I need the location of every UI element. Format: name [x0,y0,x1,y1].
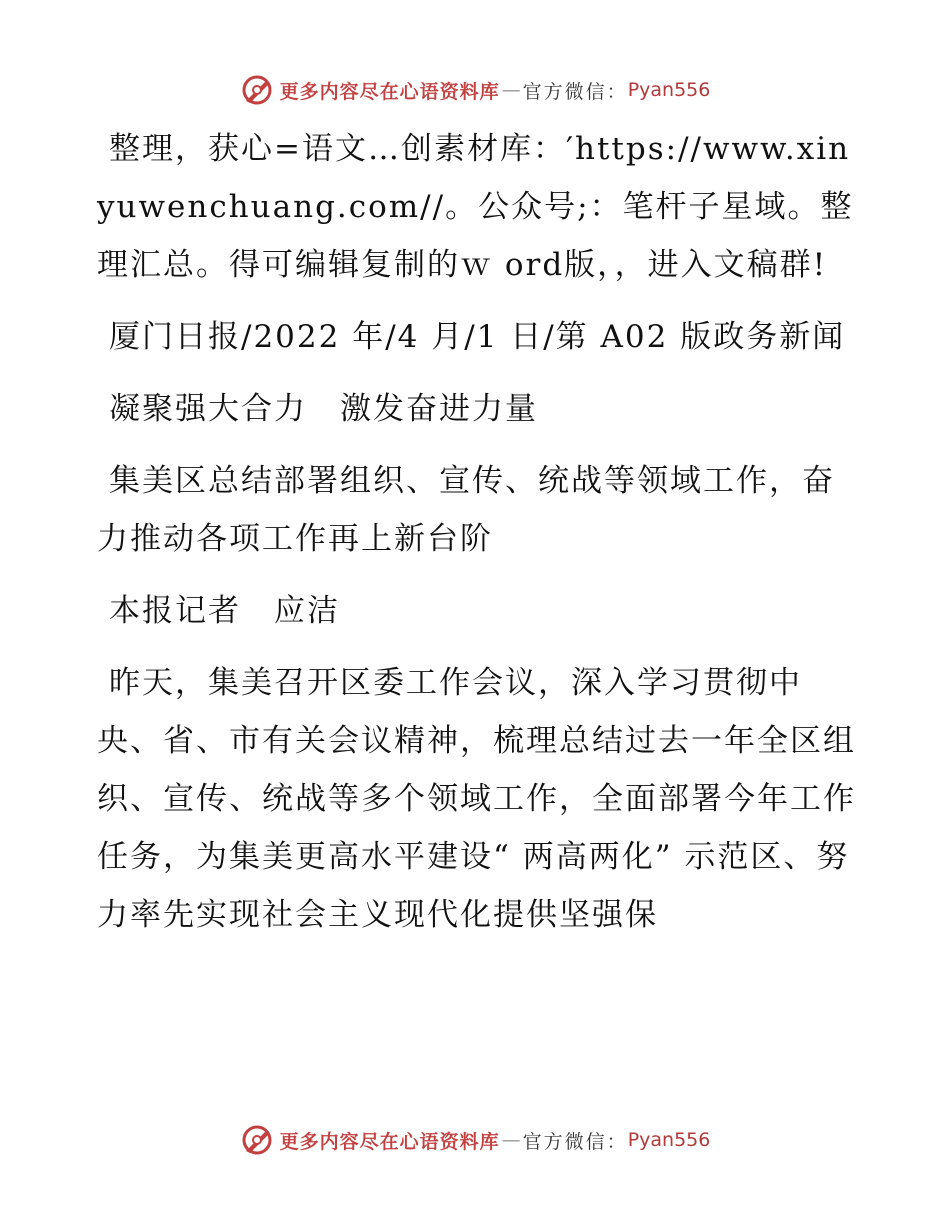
header-watermark-banner [0,70,950,110]
source-line: 厦门日报/2022 年/4 月/1 日/第 A02 版政务新闻 [109,319,846,355]
body-paragraph: 昨天，集美召开区委工作会议，深入学习贯彻中央、省、市有关会议精神，梳理总结过去一年全区组织、宣传、统战等多个领域工作，全面部署今年工作任务，为集美更高水平建设“ 两高两化” 示范区、努力率先实现社会主义现代化提供坚强保 [97,665,856,933]
banner-account-id: Pyan556 [627,79,711,101]
intro-paragraph: 整理，获心=语文…创素材库：′https://www.xinyuwenchuang.com//。公众号;：笔杆子星域。整理汇总。得可编辑复制的ｗ ord版，，进入文稿群! [97,131,854,283]
banner-account-id: Pyan556 [627,1129,711,1151]
banner-official-label: 官方微信： [522,80,628,103]
banner-brand-text: 更多内容尽在心语资料库 [279,80,500,103]
footer-watermark-banner [0,1120,950,1160]
banner-dash: — [501,79,521,101]
document-body [97,120,857,958]
quill-seal-icon [240,1123,274,1157]
quill-seal-icon [240,73,274,107]
banner-official-label: 官方微信： [522,1130,628,1153]
banner-dash: — [501,1129,521,1151]
banner-brand-text: 更多内容尽在心语资料库 [279,1130,500,1153]
byline: 本报记者 应洁 [109,593,340,629]
article-subtitle: 集美区总结部署组织、宣传、统战等领域工作，奋力推动各项工作再上新台阶 [97,463,835,557]
article-title: 凝聚强大合力 激发奋进力量 [109,391,538,427]
